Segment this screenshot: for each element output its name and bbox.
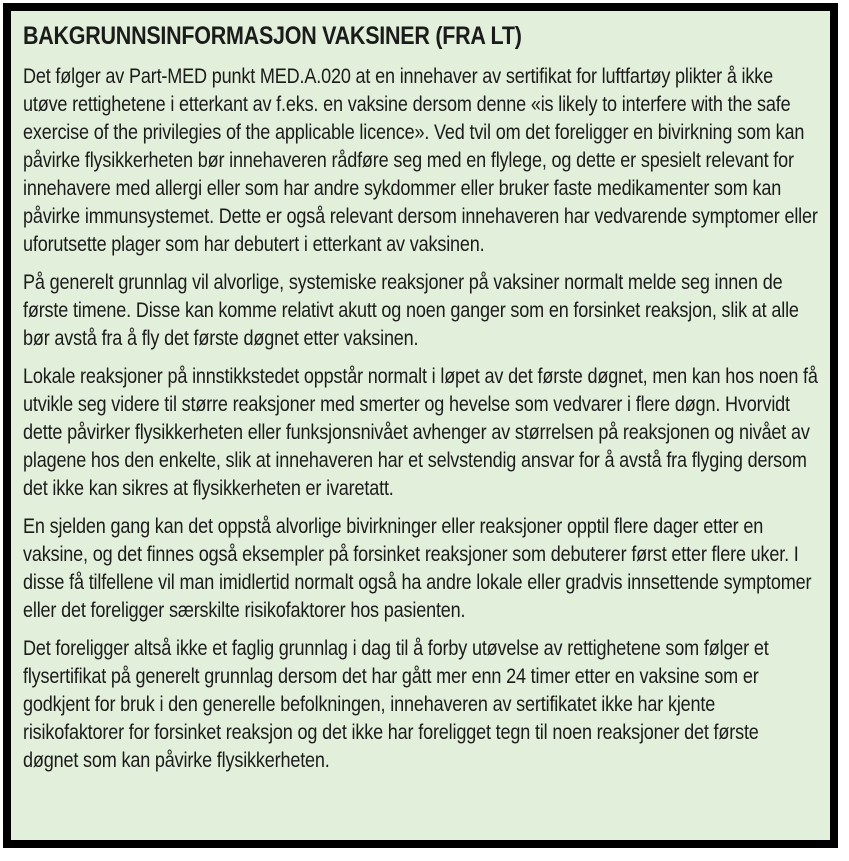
info-box	[3, 3, 838, 848]
paragraph-4: En sjelden gang kan det oppstå alvorlige bivirkninger eller reaksjoner opptil flere dager etter en vaksine, og det finnes også eksempler på forsinket reaksjoner som debuterer først etter flere uker. I disse få tilfellene vil man imidlertid normalt også ha andre lokale eller gradvis innsettende symptomer eller det foreligger særskilte risikofaktorer hos pasienten.	[23, 515, 812, 622]
paragraph-3: Lokale reaksjoner på innstikkstedet oppstår normalt i løpet av det første døgnet, men kan hos noen få utvikle seg videre til større reaksjoner med smerter og hevelse som vedvarer i flere døgn. Hvorvidt dette påvirker flysikkerheten eller funksjonsnivået avhenger av størrelsen på reaksjonen og nivået av plagene hos den enkelte, slik at innehaveren har et selvstendig ansvar for å avstå fra flyging dersom det ikke kan sikres at flysikkerheten er ivaretatt.	[23, 365, 818, 500]
paragraph-1: Det følger av Part-MED punkt MED.A.020 at en innehaver av sertifikat for luftfartøy plikter å ikke utøve rettighetene i etterkant av f.eks. en vaksine dersom denne «is likely to interfere with the safe exercise of the privilegies of the applicable licence». Ved tvil om det foreligger en bivirkning som kan påvirke flysikkerheten bør innehaveren rådføre seg med en flylege, og dette er spesielt relevant for innehavere med allergi eller som har andre sykdommer eller bruker faste medikamenter som kan påvirke immunsystemet. Dette er også relevant dersom innehaveren har vedvarende symptomer eller uforutsette plager som har debutert i etterkant av vaksinen.	[23, 65, 818, 256]
page-title: BAKGRUNNSINFORMASJON VAKSINER (FRA LT)	[23, 22, 522, 50]
paragraph-5: Det foreligger altså ikke et faglig grunnlag i dag til å forby utøvelse av rettighetene som følger et flysertifikat på generelt grunnlag dersom det har gått mer enn 24 timer etter en vaksine som er godkjent for bruk i den generelle befolkningen, innehaveren av sertifikatet ikke har kjente risikofaktorer for forsinket reaksjon og det ikke har foreligget tegn til noen reaksjoner det første døgnet som kan påvirke flysikkerheten.	[23, 637, 769, 772]
info-box-content	[23, 19, 818, 775]
paragraph-2: På generelt grunnlag vil alvorlige, systemiske reaksjoner på vaksiner normalt melde seg innen de første timene. Disse kan komme relativt akutt og noen ganger som en forsinket reaksjon, slik at alle bør avstå fra å fly det første døgnet etter vaksinen.	[23, 271, 799, 350]
